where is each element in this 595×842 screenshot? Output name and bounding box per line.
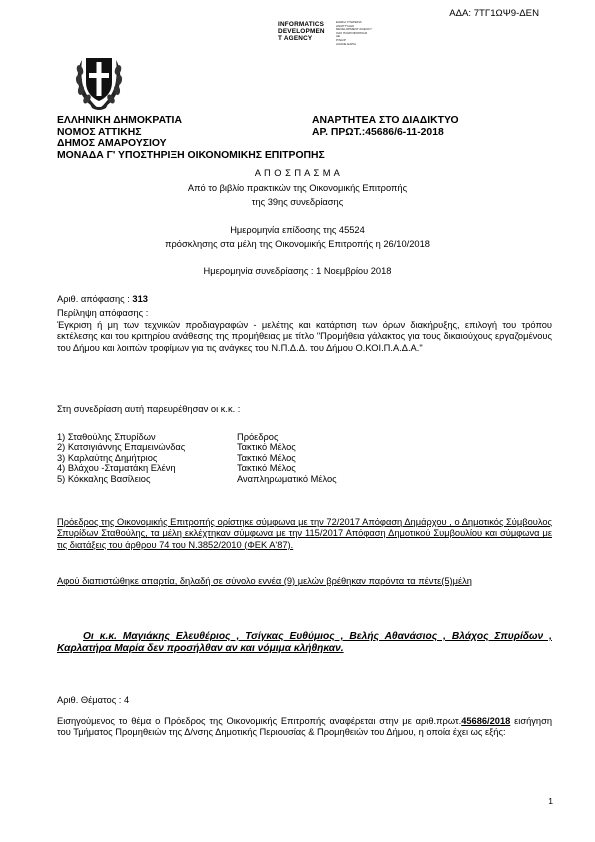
intro-reference: 45686/2018 <box>461 716 511 726</box>
member-name: 5) Κόκκαλης Βασίλειος <box>57 473 151 484</box>
member-role: Τακτικό Μέλος <box>237 452 296 463</box>
members-list <box>57 432 387 484</box>
member-name: 3) Καρλαύτης Δημήτριος <box>57 452 158 463</box>
header-line: ΑΝΑΡΤΗΤΕΑ ΣΤΟ ΔΙΑΔΙΚΤΥΟ <box>312 115 459 126</box>
list-item <box>57 463 387 473</box>
posting-header <box>312 115 459 138</box>
logo-line: INFORMATICS <box>278 21 325 28</box>
delivery-line: Ημερομηνία επίδοσης της 45524 <box>230 225 365 235</box>
logo-small-text: ΕΙΔΙΚΗ ΥΠΗΡΕΣΙΑ ΑΝΑΠΤΥΞΗΣ DEVELOPMENT AGENCY ΟΑΣ ΠΛΗΡΟΦΟΡΙΚΗΣ ΑΕ Ρ/ΝΑ/Ρ ΑΟΑΝΕ ΕΑΡΙΑ <box>336 20 372 46</box>
meeting-date: Ημερομηνία συνεδρίασης : 1 Νοεμβρίου 2018 <box>203 266 392 276</box>
quorum-paragraph: Αφού διαπιστώθηκε απαρτία, δηλαδή σε σύνολο εννέα (9) μελών βρέθηκαν παρόντα τα πέντε(5)μέλη <box>57 576 472 586</box>
document-title: Α Π Ο Σ Π Α Σ Μ Α <box>254 168 341 178</box>
ada-code: ΑΔΑ: 7ΤΓ1ΩΨ9-ΔΕΝ <box>449 8 539 19</box>
delivery-line: πρόσκλησης στα μέλη της Οικονομικής Επιτροπής η 26/10/2018 <box>165 239 430 249</box>
subtitle-line: της 39ης συνεδρίασης <box>251 197 344 207</box>
member-name: 1) Σταθούλης Σπυρίδων <box>57 432 156 442</box>
logo-line: T AGENCY <box>278 35 313 43</box>
list-item <box>57 453 387 463</box>
header-line: ΕΛΛΗΝΙΚΗ ΔΗΜΟΚΡΑΤΙΑ <box>57 115 182 126</box>
list-item <box>57 442 387 452</box>
member-name: 4) Βλάχου -Σταματάκη Ελένη <box>57 463 176 474</box>
list-item <box>57 474 387 484</box>
subtitle-line: Από το βιβλίο πρακτικών της Οικονομικής Επιτροπής <box>187 183 408 193</box>
chair-paragraph: Πρόεδρος της Οικονομικής Επιτροπής ορίστηκε σύμφωνα με την 72/2017 Απόφαση Δημάρχου , ο Δημοτικός Σύμβουλος Σπυρίδων Σταθούλης, τα μέλη εκλέχτηκαν σύμφωνα με την 115/2017 Απόφαση Δημοτικού Συμβουλίου και σύμφωνα με τις διατάξεις του άρθρου 74 του Ν.3852/2010 (ΦΕΚ Α'87). <box>57 517 552 550</box>
member-role: Πρόεδρος <box>237 432 279 442</box>
page-number: 1 <box>548 796 553 806</box>
member-role: Τακτικό Μέλος <box>237 442 296 453</box>
member-name: 2) Κατσιγιάννης Επαμεινώνδας <box>57 442 186 453</box>
decision-label: Αριθ. απόφασης : <box>57 294 130 304</box>
list-item <box>57 432 387 442</box>
member-role: Αναπληρωματικό Μέλος <box>237 473 337 484</box>
logo-line: DEVELOPMEN <box>278 28 325 36</box>
present-intro: Στη συνεδρίαση αυτή παρευρέθησαν οι κ.κ. : <box>57 404 241 414</box>
intro-paragraph: Εισηγούμενος το θέμα ο Πρόεδρος της Οικονομικής Επιτροπής αναφέρεται στην με αριθ.πρωτ.45686/2018 εισήγηση του Τμήματος Προμηθειών της Δ/νσης Δημοτικής Περιουσίας & Προμηθειών του Δήμου, η οποία έχει ως εξής: <box>57 716 552 738</box>
header-line: ΜΟΝΑΔΑ Γ' ΥΠΟΣΤΗΡΙΞΗ ΟΙΚΟΝΟΜΙΚΗΣ ΕΠΙΤΡΟΠΗΣ <box>57 149 325 161</box>
informatics-agency-logo <box>278 21 408 51</box>
topic-number: Αριθ. Θέματος : 4 <box>57 695 130 705</box>
absent-members: Οι κ.κ. Μαγιάκης Ελευθέριος , Τσίγκας Ευθύμιος , Βελής Αθανάσιος , Βλάχος Σπυρίδων , Καρλατήρα Μαρία δεν προσήλθαν αν και νόμιμα κλήθηκαν. <box>57 631 552 655</box>
header-line: ΔΗΜΟΣ ΑΜΑΡΟΥΣΙΟΥ <box>57 138 167 150</box>
summary-text: Έγκριση ή μη των τεχνικών προδιαγραφών - μελέτης και κατάρτιση των όρων διακήρυξης, επιλογή του τρόπου εκτέλεσης και του κριτηρίου ανάθεσης της προμήθειας με τίτλο "Προμήθεια γάλακτος για τους δικαιούχους εργαζομένους του Δήμου και λοιπών τροφίμων για τις ανάγκες του Ν.Π.Δ.Δ. του Δήμου Ο.ΚΟΙ.Π.Α.Δ.Α." <box>57 320 552 353</box>
decision-number: 313 <box>132 294 148 304</box>
member-role: Τακτικό Μέλος <box>237 463 296 474</box>
decision-number-line <box>57 294 552 305</box>
header-line: ΑΡ. ΠΡΩΤ.:45686/6-11-2018 <box>312 126 444 138</box>
header-line: ΝΟΜΟΣ ΑΤΤΙΚΗΣ <box>57 126 142 138</box>
issuer-header <box>57 115 325 161</box>
greek-coat-of-arms-icon <box>70 42 128 112</box>
summary-label: Περίληψη απόφασης : <box>57 308 149 318</box>
